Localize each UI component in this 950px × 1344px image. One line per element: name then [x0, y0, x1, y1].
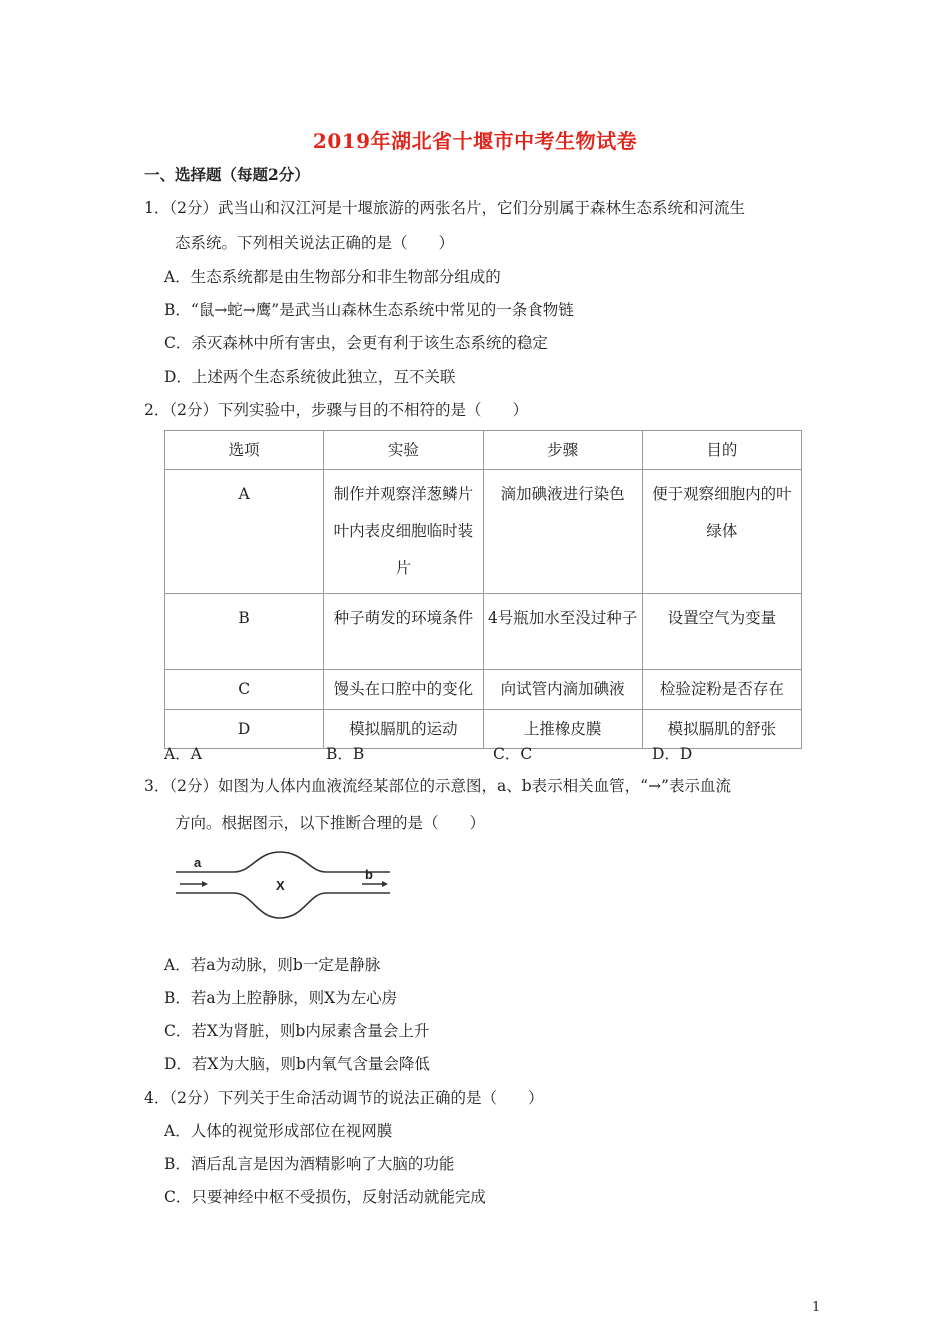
question-3-stem-line-1: 3．（2分）如图为人体内血液流经某部位的示意图，a、b表示相关血管，“→”表示血流	[144, 777, 731, 795]
section-heading: 一、选择题（每题2分）	[144, 165, 310, 184]
flow-arrow-b-head	[382, 881, 388, 887]
page-number: 1	[812, 1300, 821, 1315]
question-2-choice-d: D．D	[652, 745, 693, 763]
label-b: b	[365, 867, 373, 882]
organ-x-upper-outline	[234, 852, 326, 872]
table-cell: 馒头在口腔中的变化	[324, 670, 483, 710]
question-1-stem-line-1: 1．（2分）武当山和汉江河是十堰旅游的两张名片，它们分别属于森林生态系统和河流生	[144, 199, 745, 217]
question-3-option-b: B．若a为上腔静脉，则X为左心房	[164, 989, 398, 1007]
question-2-choice-b: B．B	[326, 745, 365, 763]
question-4-stem: 4．（2分）下列关于生命活动调节的说法正确的是（ ）	[144, 1089, 544, 1107]
table-header-row	[165, 431, 802, 470]
table-header-cell: 选项	[165, 431, 324, 470]
table-cell: 模拟膈肌的舒张	[642, 710, 801, 749]
question-1-option-a: A．生态系统都是由生物部分和非生物部分组成的	[164, 268, 501, 286]
table-cell: 检验淀粉是否存在	[642, 670, 801, 710]
table-cell: 向试管内滴加碘液	[483, 670, 642, 710]
table-cell: A	[165, 470, 324, 594]
label-a: a	[194, 855, 202, 870]
table-header-cell: 目的	[642, 431, 801, 470]
question-3-stem-line-2: 方向。根据图示，以下推断合理的是（ ）	[175, 814, 486, 832]
table-cell: 设置空气为变量	[642, 594, 801, 670]
table-row	[165, 670, 802, 710]
question-2-stem: 2．（2分）下列实验中，步骤与目的不相符的是（ ）	[144, 401, 528, 419]
table-cell: C	[165, 670, 324, 710]
question-2-choice-a: A．A	[164, 745, 202, 763]
question-4-option-a: A．人体的视觉形成部位在视网膜	[164, 1122, 393, 1140]
question-3-option-c: C．若X为肾脏，则b内尿素含量会上升	[164, 1022, 430, 1040]
experiment-table	[164, 430, 802, 749]
organ-x-lower-outline	[234, 893, 326, 918]
table-cell: B	[165, 594, 324, 670]
question-2-choice-c: C．C	[493, 745, 533, 763]
table-header-cell: 步骤	[483, 431, 642, 470]
label-x: X	[276, 878, 285, 893]
question-3-option-a: A．若a为动脉，则b一定是静脉	[164, 956, 381, 974]
table-row	[165, 470, 802, 594]
table-cell: 制作并观察洋葱鳞片叶内表皮细胞临时装片	[324, 470, 483, 594]
table-cell: 4号瓶加水至没过种子	[483, 594, 642, 670]
question-1-option-b: B．“鼠→蛇→鹰”是武当山森林生态系统中常见的一条食物链	[164, 301, 574, 319]
page-title: 2019年湖北省十堰市中考生物试卷	[312, 129, 638, 153]
blood-flow-diagram	[172, 848, 396, 924]
question-3-option-d: D．若X为大脑，则b内氧气含量会降低	[164, 1055, 430, 1073]
table-cell: 模拟膈肌的运动	[324, 710, 483, 749]
table-cell: 上推橡皮膜	[483, 710, 642, 749]
table-cell: D	[165, 710, 324, 749]
question-4-option-b: B．酒后乱言是因为酒精影响了大脑的功能	[164, 1155, 455, 1173]
table-header-cell: 实验	[324, 431, 483, 470]
table-cell: 便于观察细胞内的叶绿体	[642, 470, 801, 594]
question-1-stem-line-2: 态系统。下列相关说法正确的是（ ）	[175, 234, 455, 252]
question-4-option-c: C．只要神经中枢不受损伤，反射活动就能完成	[164, 1188, 486, 1206]
table-row	[165, 594, 802, 670]
question-2-choices	[164, 742, 804, 764]
table-cell: 种子萌发的环境条件	[324, 594, 483, 670]
question-1-option-d: D．上述两个生态系统彼此独立，互不关联	[164, 368, 456, 386]
question-1-option-c: C．杀灭森林中所有害虫，会更有利于该生态系统的稳定	[164, 334, 548, 352]
flow-arrow-a-head	[202, 881, 208, 887]
table-cell: 滴加碘液进行染色	[483, 470, 642, 594]
